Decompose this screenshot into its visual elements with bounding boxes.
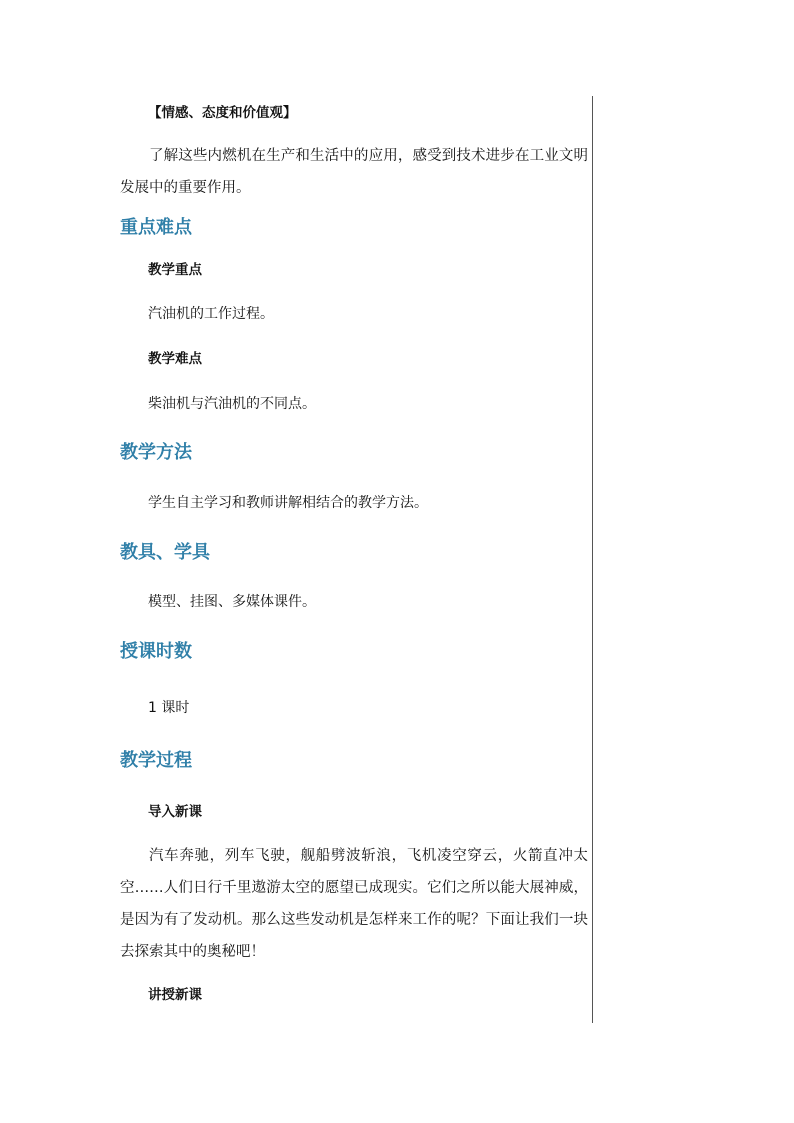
key-points-heading: 重点难点 — [120, 217, 192, 238]
process-heading: 教学过程 — [120, 750, 192, 771]
difficulty-label: 教学难点 — [148, 351, 202, 367]
tools-text: 模型、挂图、多媒体课件。 — [148, 594, 316, 610]
key-point-text: 汽油机的工作过程。 — [148, 306, 274, 322]
attitude-paragraph: 了解这些内燃机在生产和生活中的应用，感受到技术进步在工业文明发展中的重要作用。 — [120, 148, 588, 196]
method-heading: 教学方法 — [120, 442, 192, 463]
hours-text: 1 课时 — [148, 700, 190, 716]
intro-paragraph: 汽车奔驰，列车飞驶，舰船劈波斩浪，飞机凌空穿云，火箭直冲太空……人们日行千里遨游太空的愿望已成现实。它们之所以能大展神威，是因为有了发动机。那么这些发动机是怎样来工作的呢？下面让我们一块去探索其中的奥秘吧！ — [120, 848, 588, 960]
key-point-label: 教学重点 — [148, 262, 202, 278]
method-text: 学生自主学习和教师讲解相结合的教学方法。 — [148, 495, 428, 511]
intro-label: 导入新课 — [148, 804, 202, 820]
tools-heading: 教具、学具 — [120, 542, 210, 563]
difficulty-text: 柴油机与汽油机的不同点。 — [148, 396, 316, 412]
hours-heading: 授课时数 — [120, 641, 192, 662]
attitude-title: 【情感、态度和价值观】 — [148, 105, 297, 121]
new-lesson-label: 讲授新课 — [148, 987, 202, 1003]
page-margin-rule — [592, 96, 593, 1023]
